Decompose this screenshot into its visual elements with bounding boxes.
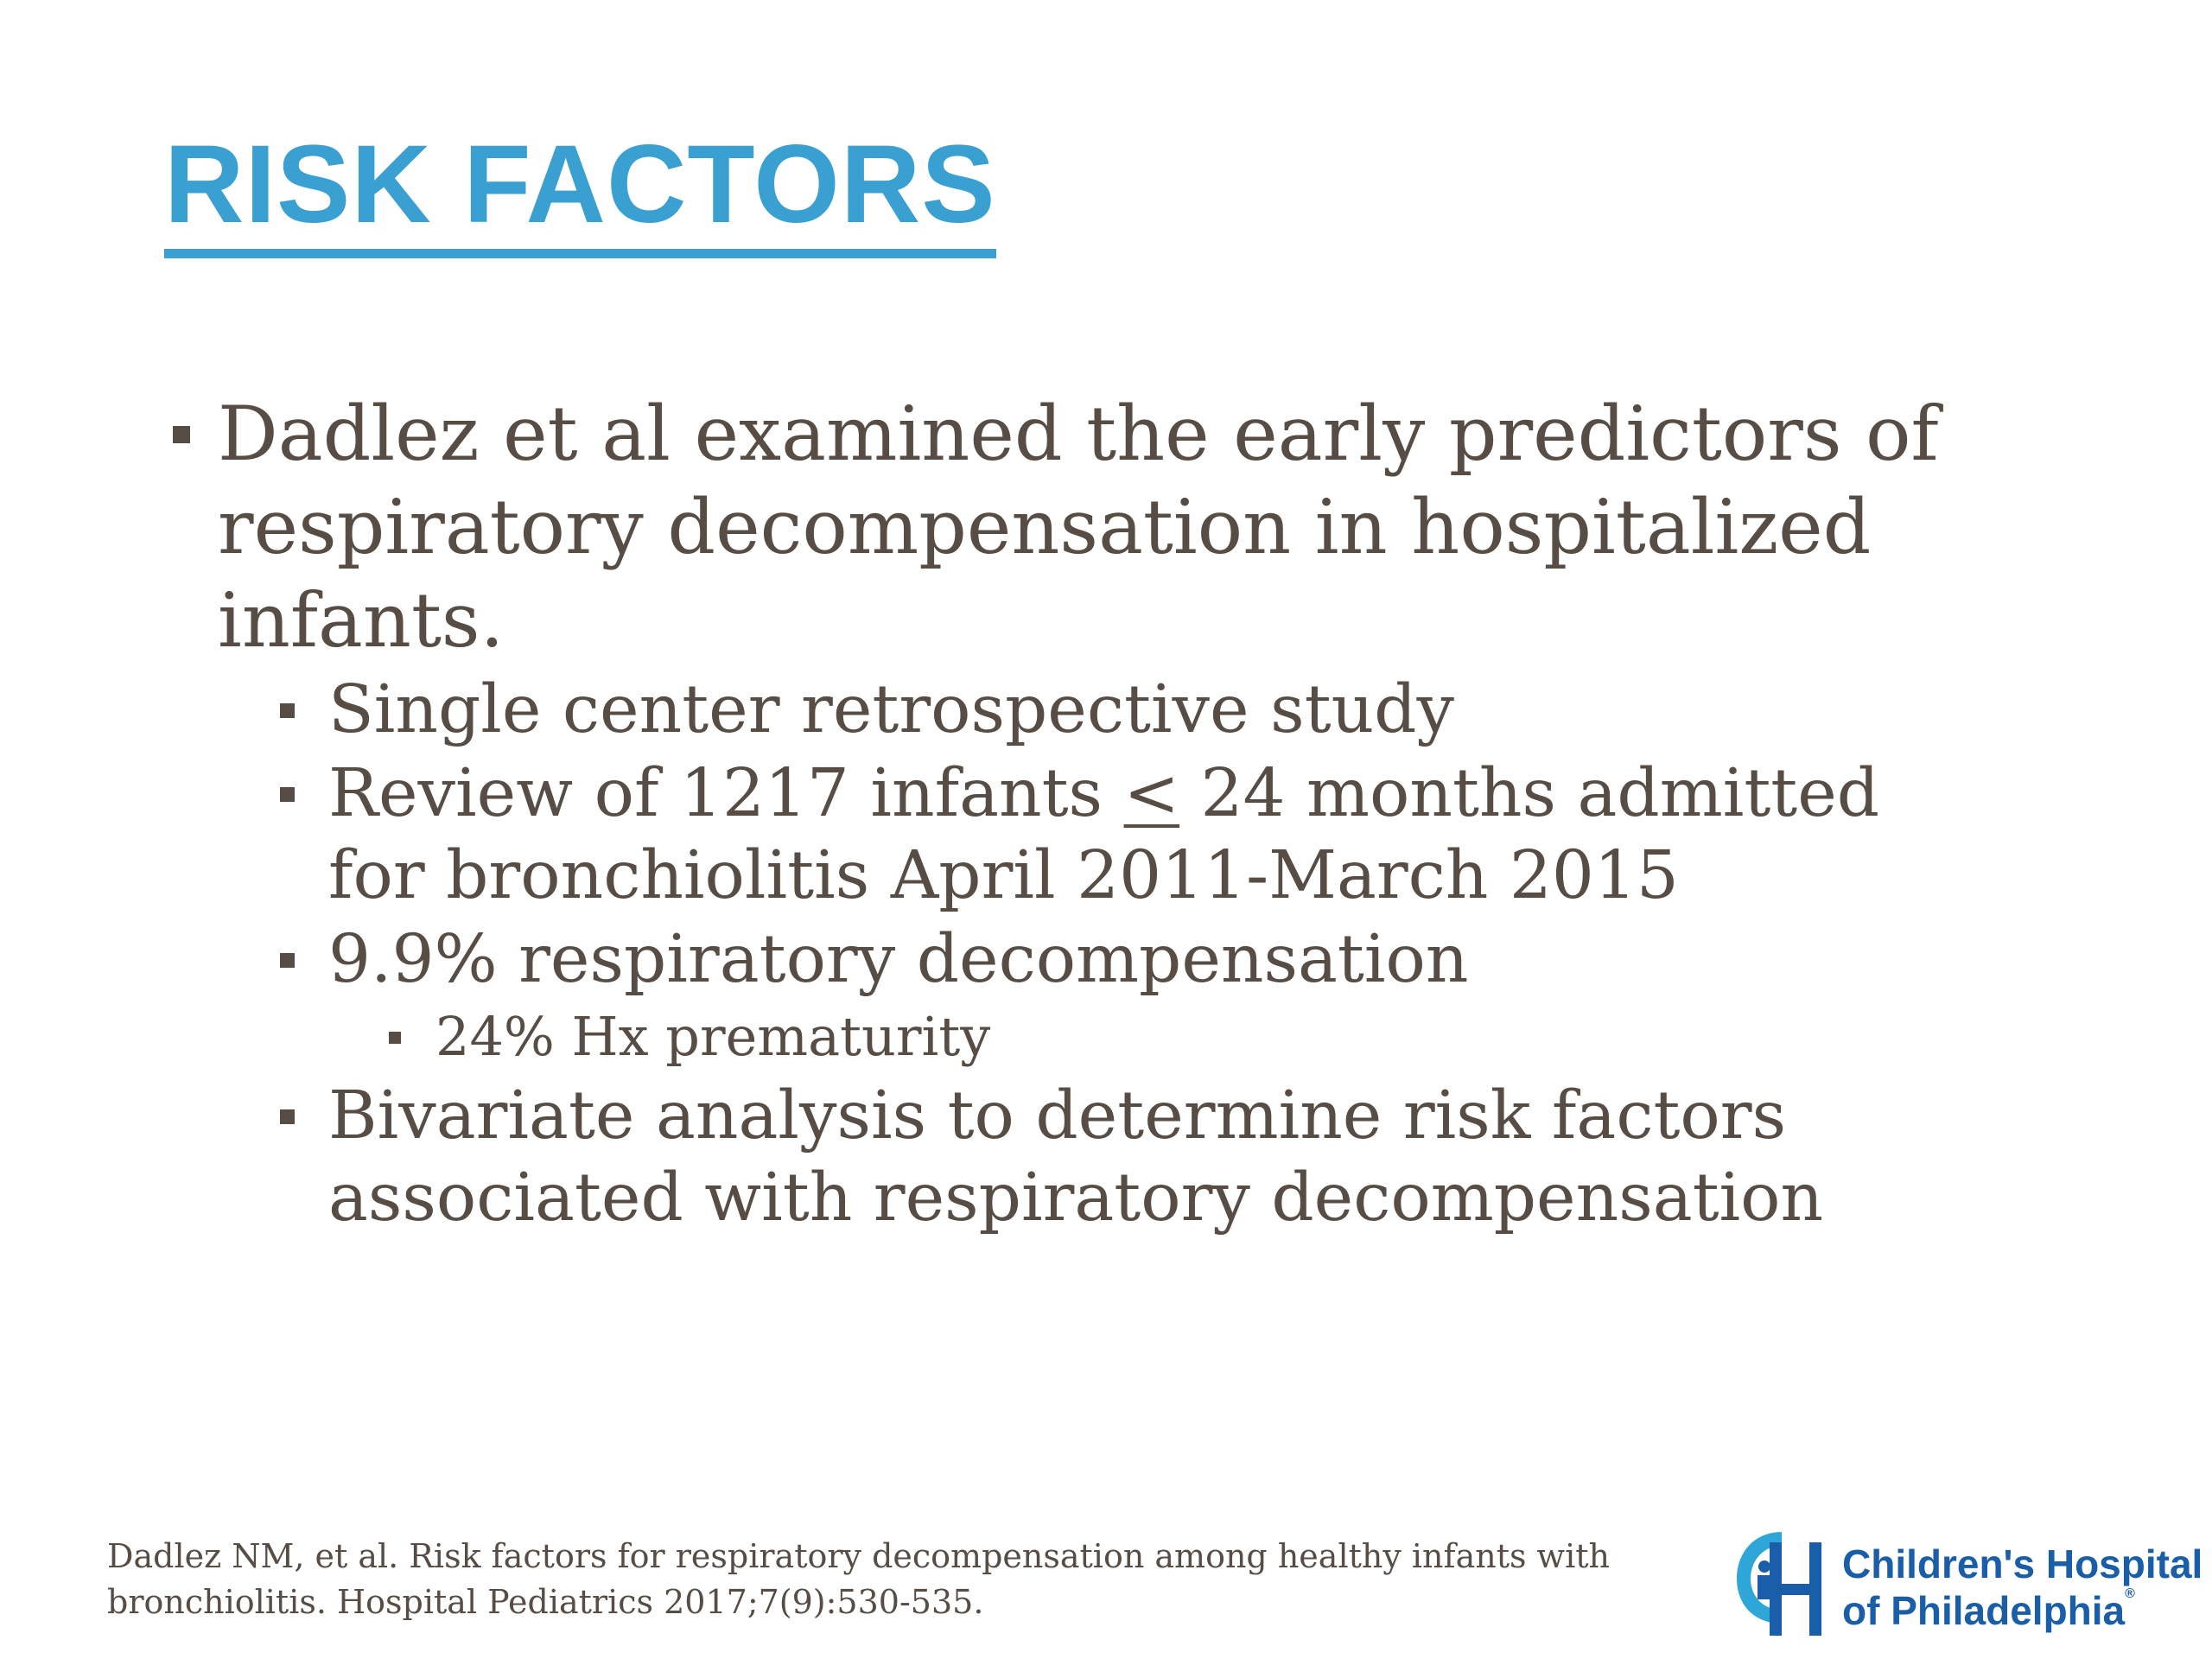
bullet-decompensation-rate-text: 9.9% respiratory decompensation: [328, 921, 1469, 998]
registered-mark: ®: [2125, 1586, 2135, 1601]
bullet-main: [164, 387, 1979, 667]
chop-logo-text: [1842, 1541, 2202, 1634]
chop-logo-icon: [1728, 1516, 1830, 1637]
bullet-review-text-start: Review of 1217 infants: [328, 755, 1124, 832]
square-bullet-icon: [173, 426, 190, 443]
square-bullet-icon: [280, 703, 295, 718]
bullet-prematurity-text: 24% Hx prematurity: [435, 1005, 991, 1068]
slide-title: RISK FACTORS: [164, 130, 996, 258]
bullet-single-center-text: Single center retrospective study: [328, 671, 1454, 748]
citation: Dadlez NM, et al. Risk factors for respiratory decompensation among healthy infants with bronchiolitis. Hospital Pediatrics 2017;7(9):530-535.: [107, 1537, 1610, 1621]
bullet-single-center: [275, 669, 1979, 751]
bullet-list: [164, 387, 1979, 1239]
bullet-review-text-end: 24 months admitted for bronchiolitis April 2011-March 2015: [328, 755, 1880, 914]
logo-line-1: Children's Hospital: [1842, 1541, 2203, 1586]
chop-logo: [1728, 1516, 2203, 1637]
bullet-main-text: Dadlez et al examined the early predictors of respiratory decompensation in hospitalized infants.: [218, 390, 1939, 664]
bullet-bivariate-text: Bivariate analysis to determine risk factors associated with respiratory decompensation: [328, 1077, 1824, 1236]
square-bullet-icon: [389, 1032, 401, 1044]
bullet-prematurity: [384, 1001, 1979, 1073]
square-bullet-icon: [280, 953, 295, 968]
logo-line-2: of Philadelphia: [1842, 1588, 2126, 1633]
bullet-decompensation-rate: [275, 918, 1979, 1001]
less-than-or-equal-symbol: <: [1123, 755, 1180, 832]
square-bullet-icon: [280, 1109, 295, 1124]
square-bullet-icon: [280, 787, 295, 802]
bullet-review: [275, 753, 1979, 917]
bullet-bivariate: [275, 1075, 1979, 1239]
